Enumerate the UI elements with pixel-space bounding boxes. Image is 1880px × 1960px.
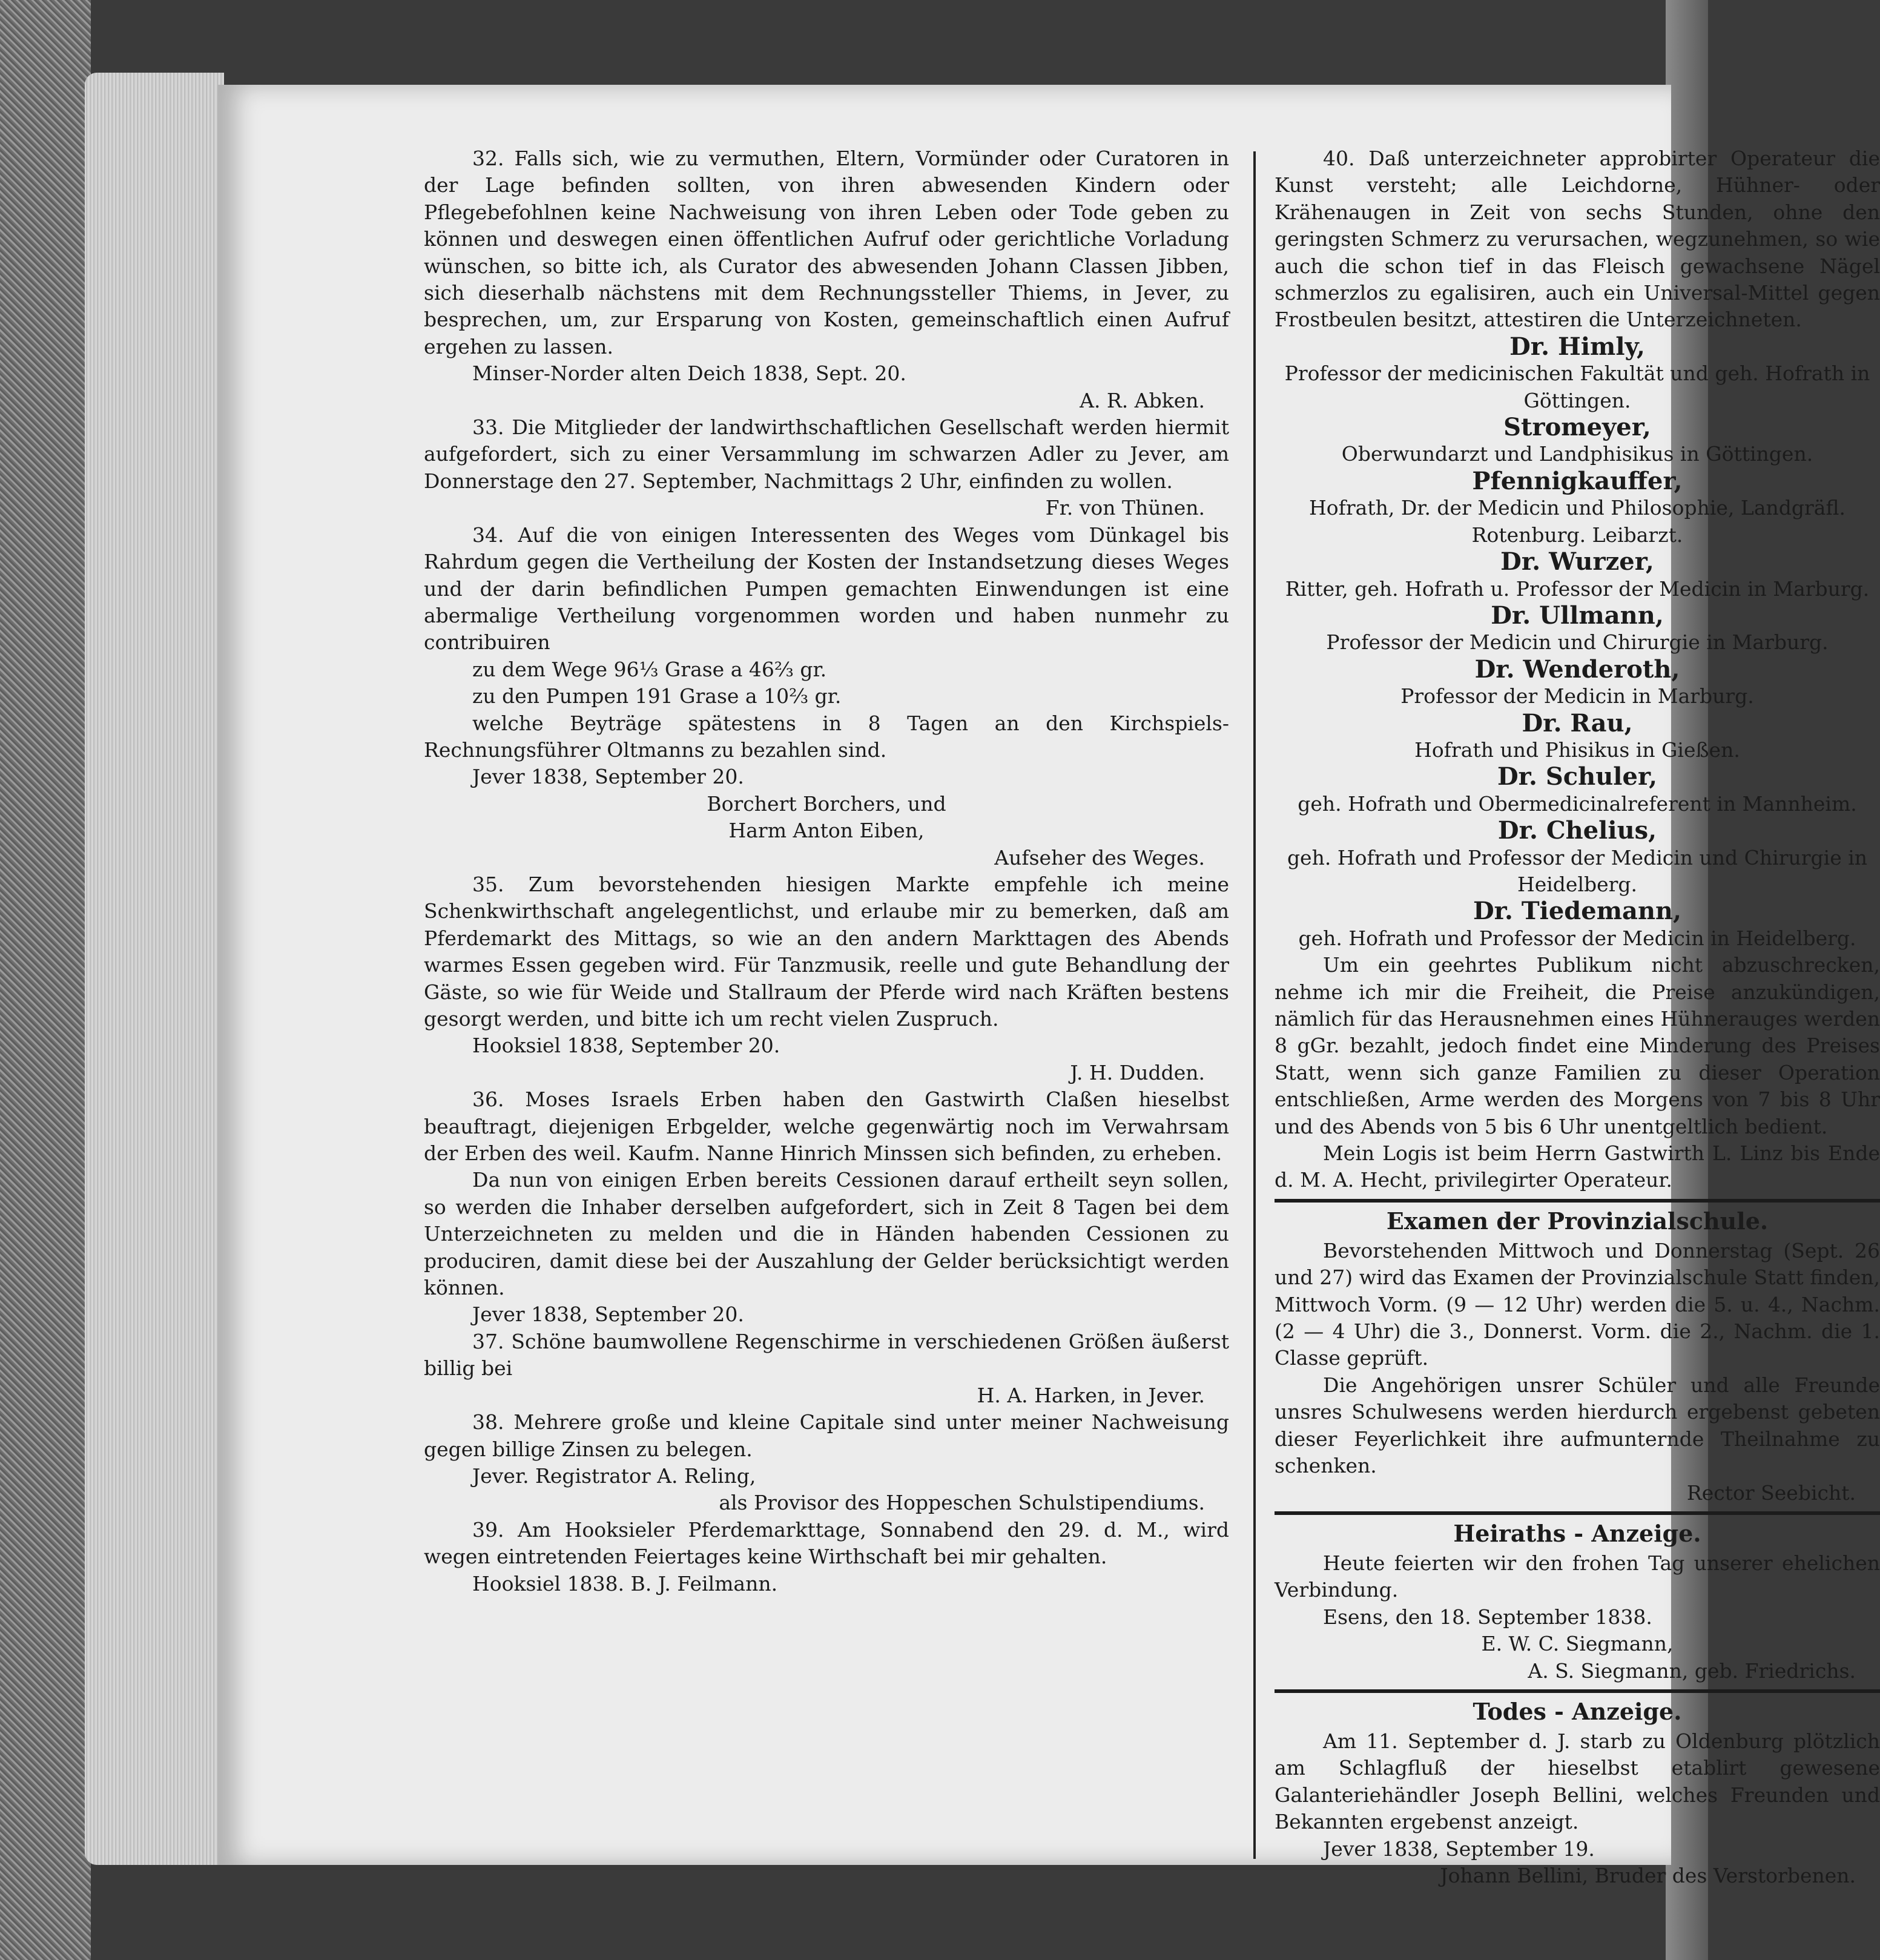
text-paragraph: Esens, den 18. September 1838. bbox=[1323, 1605, 1652, 1629]
text-paragraph: welche Beyträge spätestens in 8 Tagen an den Kirchspiels-Rechnungsführer Oltmanns zu bezahlen sind. bbox=[424, 711, 1229, 762]
signature: als Provisor des Hoppeschen Schulstipendiums. bbox=[719, 1491, 1205, 1515]
text-paragraph: 40. Daß unterzeichneter approbirter Operateur die Kunst versteht; alle Leichdorne, Hühner- oder Krähenaugen in Zeit von sechs Stunden, ohne den geringsten Schmerz zu verursachen, wegzunehmen, so wie auch die schon tief in das Fleisch gewachsene Nägel schmerzlos zu egalisiren, auch ein Universal-Mittel gegen Frostbeulen besitzt, attestiren die Unterzeichneten. bbox=[1275, 147, 1880, 332]
doctor-name: Dr. Tiedemann, bbox=[1473, 897, 1682, 926]
section-rule bbox=[1275, 1689, 1880, 1693]
text-paragraph: 33. Die Mitglieder der landwirthschaftlichen Gesellschaft werden hiermit aufgefordert, sich zu einer Versammlung im schwarzen Adler zu Jever, am Donnerstage den 27. September, Nachmittags 2 Uhr, einfinden zu wollen. bbox=[424, 415, 1229, 493]
text-paragraph: 38. Mehrere große und kleine Capitale sind unter meiner Nachweisung gegen billige Zinsen zu belegen. bbox=[424, 1410, 1229, 1461]
signature: Harm Anton Eiben, bbox=[728, 819, 925, 843]
book-edge-left bbox=[0, 0, 91, 1960]
doctor-title: geh. Hofrath und Obermedicinalreferent in Mannheim. bbox=[1298, 791, 1857, 816]
doctor-title: Hofrath, Dr. der Medicin und Philosophie, Landgräfl. Rotenburg. Leibarzt. bbox=[1309, 496, 1845, 547]
text-paragraph: 37. Schöne baumwollene Regenschirme in verschiedenen Größen äußerst billig bei bbox=[424, 1329, 1229, 1381]
text-paragraph: Bevorstehenden Mittwoch und Donnerstag (Sept. 26 und 27) wird das Examen der Provinzialschule Statt finden, Mittwoch Vorm. (9 — 12 Uhr) werden die 5. u. 4., Nachm. (2 — 4 Uhr) die 3., Donnerst. Vorm. die 2., Nachm. die 1. Classe geprüft. bbox=[1275, 1238, 1880, 1370]
doctor-name: Dr. Himly, bbox=[1509, 332, 1645, 361]
signature: Fr. von Thünen. bbox=[1045, 496, 1205, 520]
text-paragraph: Da nun von einigen Erben bereits Cessionen darauf ertheilt seyn sollen, so werden die Inhaber derselben aufgefordert, sich in Zeit 8 Tagen bei dem Unterzeichneten zu melden und die in Händen habenden Cessionen zu produciren, damit diese bei der Auszahlung der Gelder berücksichtigt werden können. bbox=[424, 1168, 1229, 1300]
page-stack bbox=[85, 73, 224, 1865]
signature: E. W. C. Siegmann, bbox=[1481, 1632, 1674, 1656]
text-paragraph: Jever 1838, September 20. bbox=[472, 765, 744, 789]
signature: Johann Bellini, Bruder des Verstorbenen. bbox=[1440, 1863, 1856, 1887]
text-paragraph: 36. Moses Israels Erben haben den Gastwirth Claßen hieselbst beauftragt, diejenigen Erbgelder, welche gegenwärtig noch im Verwahrsam der Erben des weil. Kaufm. Nanne Hinrich Minssen sich befinden, zu erheben. bbox=[424, 1087, 1229, 1166]
text-paragraph: 39. Am Hooksieler Pferdemarkttage, Sonnabend den 29. d. M., wird wegen eintretenden Feiertages keine Wirthschaft bei mir gehalten. bbox=[424, 1517, 1229, 1569]
doctor-name: Pfennigkauffer, bbox=[1472, 466, 1683, 495]
text-paragraph: Mein Logis ist beim Herrn Gastwirth L. Linz bis Ende d. M. A. Hecht, privilegirter Operateur. bbox=[1275, 1141, 1880, 1192]
text-paragraph: Hooksiel 1838, September 20. bbox=[472, 1034, 780, 1058]
doctor-name: Dr. Rau, bbox=[1522, 708, 1633, 737]
text-paragraph: zu den Pumpen 191 Grase a 10⅔ gr. bbox=[472, 684, 842, 708]
signature: A. S. Siegmann, geb. Friedrichs. bbox=[1528, 1658, 1856, 1683]
signature: A. R. Abken. bbox=[1080, 388, 1205, 412]
text-paragraph: Jever 1838, September 20. bbox=[472, 1302, 744, 1327]
text-paragraph: Die Angehörigen unsrer Schüler und alle Freunde unsres Schulwesens werden hierdurch ergebenst gebeten dieser Feyerlichkeit ihre aufmunternde Theilnahme zu schenken. bbox=[1275, 1373, 1880, 1478]
signature: Rector Seebicht. bbox=[1686, 1480, 1856, 1505]
doctor-name: Dr. Schuler, bbox=[1497, 762, 1658, 791]
text-paragraph: Minser-Norder alten Deich 1838, Sept. 20. bbox=[472, 361, 906, 386]
left-column bbox=[424, 145, 1229, 1597]
text-paragraph: 35. Zum bevorstehenden hiesigen Markte empfehle ich meine Schenkwirthschaft angelegentlichst, und erlaube mir zu bemerken, daß am Pferdemarkt des Mittags, so wie an den andern Markttagen des Abends warmes Essen gegeben wird. Für Tanzmusik, reelle und gute Behandlung der Gäste, so wie für Weide und Stallraum der Pferde wird nach Kräften bestens gesorgt werden, und bitte ich um recht vielen Zuspruch. bbox=[424, 872, 1229, 1031]
doctor-title: Professor der medicinischen Fakultät und geh. Hofrath in Göttingen. bbox=[1284, 361, 1870, 412]
signature: Aufseher des Weges. bbox=[994, 845, 1205, 869]
text-paragraph: 32. Falls sich, wie zu vermuthen, Eltern, Vormünder oder Curatoren in der Lage befinden sollten, von ihren abwesenden Kindern oder Pflegebefohlnen keine Nachweisung von ihren Leben oder Tode geben zu können und deswegen einen öffentlichen Aufruf oder gerichtliche Vorladung wünschen, so bitte ich, als Curator des abwesenden Johann Classen Jibben, sich dieserhalb nächstens mit dem Rechnungssteller Thiems, in Jever, zu besprechen, um, zur Ersparung von Kosten, gemeinschaftlich einen Aufruf ergehen zu lassen. bbox=[424, 147, 1229, 358]
section-heading: Examen der Provinzialschule. bbox=[1386, 1207, 1769, 1235]
doctor-name: Stromeyer, bbox=[1503, 413, 1651, 442]
right-column bbox=[1275, 145, 1880, 1889]
doctor-title: Ritter, geh. Hofrath u. Professor der Medicin in Marburg. bbox=[1285, 576, 1870, 601]
column-divider bbox=[1253, 151, 1256, 1859]
doctor-title: geh. Hofrath und Professor der Medicin in Heidelberg. bbox=[1298, 926, 1856, 950]
text-paragraph: Jever. Registrator A. Reling, bbox=[472, 1463, 756, 1488]
signature: H. A. Harken, in Jever. bbox=[977, 1383, 1205, 1407]
section-heading: Todes - Anzeige. bbox=[1473, 1697, 1682, 1725]
section-rule bbox=[1275, 1511, 1880, 1515]
doctor-name: Dr. Ullmann, bbox=[1491, 601, 1664, 630]
doctor-name: Dr. Wenderoth, bbox=[1474, 655, 1680, 684]
section-heading: Heiraths - Anzeige. bbox=[1453, 1519, 1701, 1547]
doctor-title: Professor der Medicin und Chirurgie in Marburg. bbox=[1326, 630, 1829, 655]
doctor-name: Dr. Wurzer, bbox=[1500, 547, 1654, 576]
text-paragraph: 34. Auf die von einigen Interessenten des Weges vom Dünkagel bis Rahrdum gegen die Vertheilung der Kosten der Instandsetzung dieses Weges und der darin befindlichen Pumpen gemachten Einwendungen ist eine abermalige Vertheilung vorgenommen worden und haben nunmehr zu contribuiren bbox=[424, 523, 1229, 655]
text-paragraph: Heute feierten wir den frohen Tag unserer ehelichen Verbindung. bbox=[1275, 1551, 1880, 1602]
section-rule bbox=[1275, 1199, 1880, 1203]
doctor-title: geh. Hofrath und Professor der Medicin und Chirurgie in Heidelberg. bbox=[1287, 845, 1868, 896]
signature: J. H. Dudden. bbox=[1070, 1060, 1205, 1084]
doctor-title: Oberwundarzt und Landphisikus in Göttingen. bbox=[1341, 442, 1813, 466]
text-paragraph: Hooksiel 1838. B. J. Feilmann. bbox=[472, 1571, 778, 1595]
text-paragraph: Um ein geehrtes Publikum nicht abzuschrecken, nehme ich mir die Freiheit, die Preise anzukündigen, nämlich für das Herausnehmen eines Hühnerauges werden 8 gGr. bezahlt, jedoch findet eine Minderung des Preises Statt, wenn sich ganze Familien zu dieser Operation entschließen, Arme werden des Morgens von 7 bis 8 Uhr und des Abends von 5 bis 6 Uhr unentgeltlich bedient. bbox=[1275, 953, 1880, 1138]
newspaper-page bbox=[218, 85, 1880, 1887]
text-paragraph: zu dem Wege 96⅓ Grase a 46⅔ gr. bbox=[472, 657, 827, 681]
signature: Borchert Borchers, und bbox=[707, 791, 946, 816]
doctor-name: Dr. Chelius, bbox=[1497, 816, 1657, 845]
doctor-title: Hofrath und Phisikus in Gießen. bbox=[1414, 737, 1740, 762]
doctor-title: Professor der Medicin in Marburg. bbox=[1400, 684, 1754, 708]
text-paragraph: Am 11. September d. J. starb zu Oldenburg plötzlich am Schlagfluß der hieselbst etablirt gewesene Galanteriehändler Joseph Bellini, welches Freunden und Bekannten ergebenst anzeigt. bbox=[1275, 1729, 1880, 1834]
text-paragraph: Jever 1838, September 19. bbox=[1323, 1836, 1595, 1861]
